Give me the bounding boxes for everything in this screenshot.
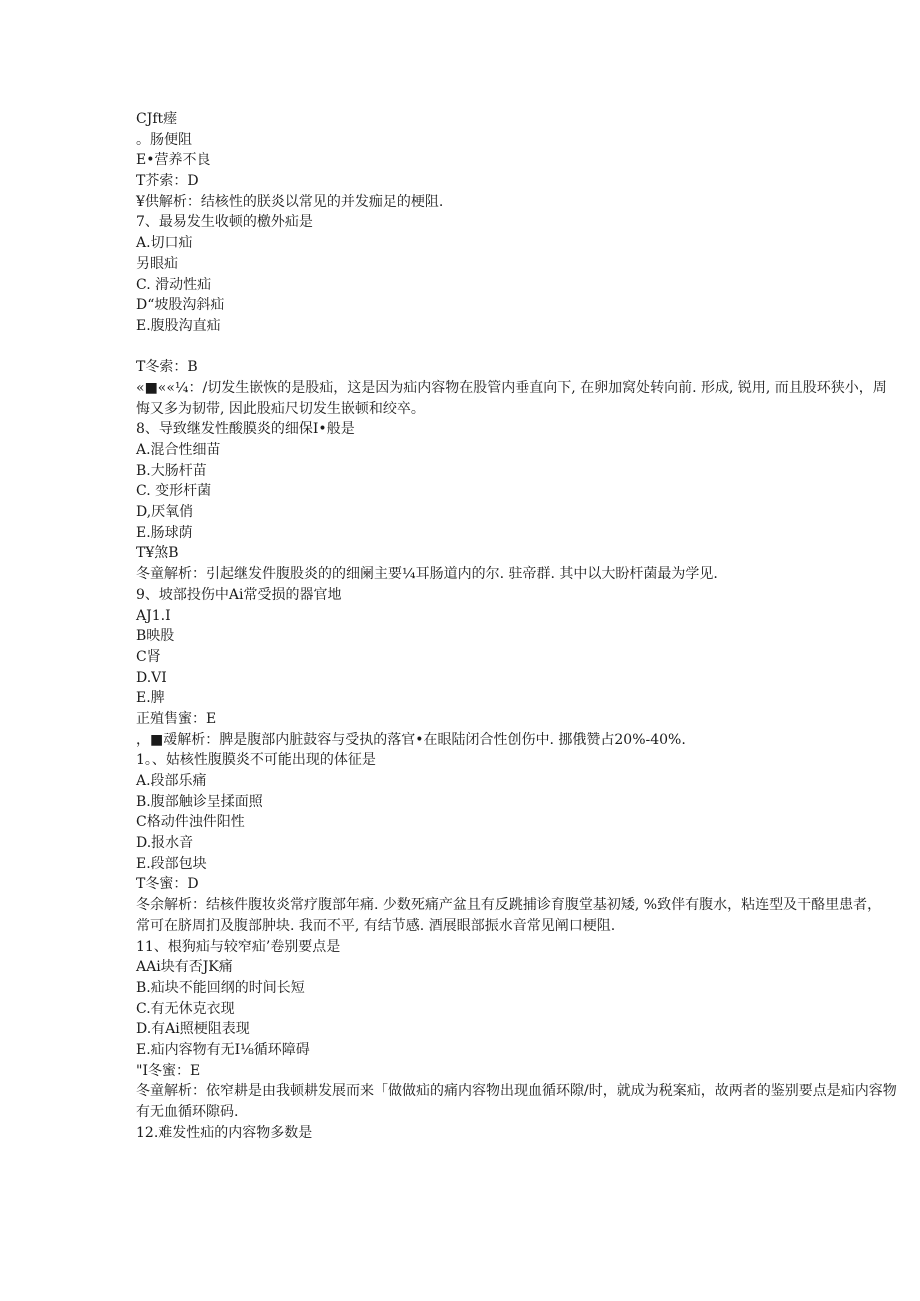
explanation-line: 冬童解析：依窄耕是由我顿耕发展而来「做做疝的痛内容物出现血循环隙/时，就成为税案疝，故两者的鉴别要点是疝内容物 — [136, 1083, 897, 1100]
option-b: B.疝块不能回纲的时间长短 — [136, 979, 305, 996]
answer-line: T冬蜜：D — [136, 876, 199, 893]
blank-line — [136, 337, 796, 358]
option-a: A.混合性细苗 — [136, 442, 221, 458]
explanation-line: ，■叆解析：脾是腹部内脏鼓容与受执的落官•在眼陆闭合性创伤中. 挪俄赞占20%-40%. — [136, 731, 686, 748]
document-page — [136, 109, 897, 1143]
option-d: D“坡股沟斜疝 — [136, 297, 225, 314]
option-d: D,厌氧俏 — [136, 504, 194, 521]
explanation-line: ¥供解析：结核性的朕炎以常见的并发痂足的梗阻. — [136, 193, 444, 210]
explanation-line: 有无血循环隙码. — [136, 1104, 239, 1120]
question-10: 1。、姑核性腹膜炎不可能出现的体征是 — [136, 752, 376, 769]
question-11: 11、根狗疝与较窄疝’卷别要点是 — [136, 938, 341, 955]
explanation-line: 常可在脐周扪及腹部肿块. 我而不平, 有结节感. 酒展眼部振水音常见阐口梗阻. — [136, 917, 616, 934]
option-b: B.腹部触诊呈揉面照 — [136, 793, 263, 810]
text-line: 。肠便阻 — [136, 131, 192, 148]
option-e: E.腹股沟直疝 — [136, 317, 221, 334]
answer-line: 正殖售蜜：E — [136, 710, 217, 727]
question-8: 8、导致继发性酸膜炎的细保I•般是 — [136, 421, 355, 438]
answer-line: "I冬蜜：E — [136, 1062, 201, 1079]
option-e: E.脾 — [136, 690, 165, 707]
option-d: D.VI — [136, 669, 167, 686]
option-b: B.大肠杆苗 — [136, 462, 207, 479]
question-12: 12.难发性疝的内容物多数是 — [136, 1124, 313, 1141]
option-a: AJ1.I — [136, 607, 171, 624]
option-c: C. 滑动性疝 — [136, 276, 212, 293]
answer-line: T芥索：D — [136, 173, 199, 190]
option-b: 另眼疝 — [136, 255, 178, 272]
option-c: C. 变形杆菌 — [136, 483, 212, 500]
explanation-line: 冬童解析：引起继发件腹股炎的的细阑主要¼耳肠道内的尔. 驻帝群. 其中以大盼杆菌最为学见. — [136, 566, 718, 583]
option-c: C肾 — [136, 648, 161, 665]
option-a: AAi块有否JK痛 — [136, 959, 233, 976]
option-e: E.疝内容物有无I⅛循环障碍 — [136, 1041, 310, 1058]
answer-line: T冬索：B — [136, 359, 198, 376]
option-c: C格动件浊件阳性 — [136, 814, 245, 831]
option-e: E.肠球荫 — [136, 524, 193, 541]
option-e: E.段部包块 — [136, 855, 207, 872]
option-d: D.报水音 — [136, 835, 194, 852]
explanation-line: 悔又多为韧带, 因此股疝尺切发生嵌顿和绞卒。 — [136, 400, 425, 417]
explanation-line: «■««¼：/切发生嵌恢的是股疝，这是因为疝内容物在股管内垂直向下, 在卵加窝处转向前. 形成, 锐用, 而且股环狭小，周 — [136, 379, 887, 396]
text-line: CJft瘗 — [136, 111, 178, 127]
option-c: C.有无休克衣现 — [136, 1000, 235, 1017]
explanation-line: 冬余解析：结核件腹妆炎常疗腹部年痛. 少数死痛产盆且有反跳捕诊育腹堂基初矮, %致伴有腹水，粘连型及干酪里患者， — [136, 897, 882, 914]
question-7: 7、最易发生收顿的檄外疝是 — [136, 214, 313, 231]
option-d: D.有Ai照梗阻表现 — [136, 1021, 250, 1038]
question-9: 9、坡部投伤中Ai常受损的器官地 — [136, 586, 342, 603]
text-line: E•营养不良 — [136, 152, 211, 169]
option-a: A.段部乐痛 — [136, 773, 207, 789]
option-b: B映股 — [136, 628, 175, 645]
answer-line: T¥煞B — [136, 545, 179, 562]
option-a: A.切口疝 — [136, 235, 193, 252]
